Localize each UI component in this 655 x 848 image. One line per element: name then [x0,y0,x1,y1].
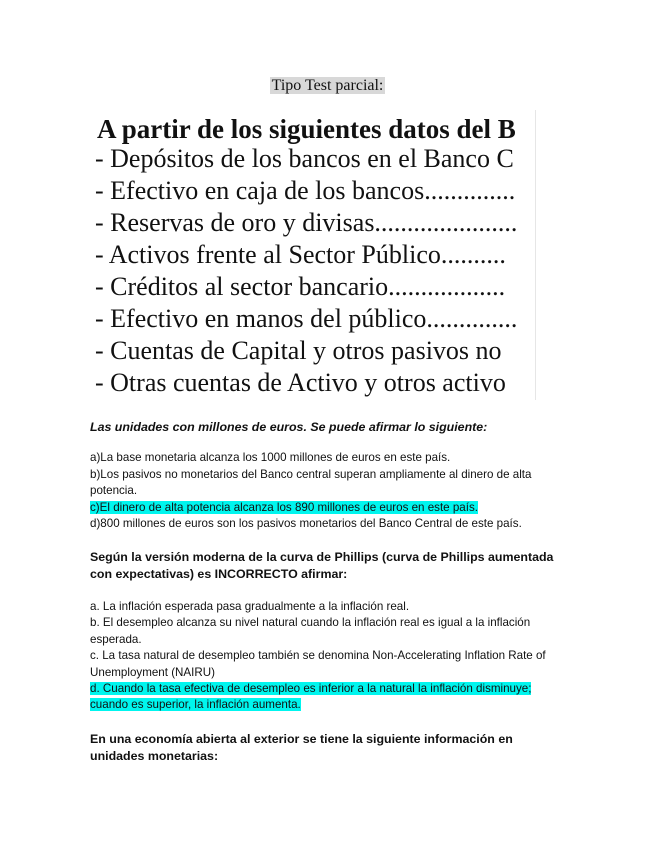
embedded-image-line: - Cuentas de Capital y otros pasivos no [95,336,502,365]
embedded-image-line: - Efectivo en manos del público.............. [95,304,518,333]
question-1-option-a: a)La base monetaria alcanza los 1000 millones de euros en este país. [90,451,451,465]
embedded-image-line: - Efectivo en caja de los bancos.............. [95,176,516,205]
embedded-image-title: A partir de los siguientes datos del B [97,114,516,144]
document-heading [0,76,655,96]
question-2 [90,549,568,714]
question-3-stem: En una economía abierta al exterior se tiene la siguiente información en unidades monetarias: [90,732,513,763]
question-2-option-c: c. La tasa natural de desempleo también se denomina Non-Accelerating Inflation Rate of Unemployment (NAIRU) [90,649,546,679]
question-1-intro: Las unidades con millones de euros. Se puede afirmar lo siguiente: [90,420,488,434]
question-2-option-b: b. El desempleo alcanza su nivel natural cuando la inflación real es igual a la inflación esperada. [90,616,531,646]
embedded-image-line: - Activos frente al Sector Público.......... [95,240,506,269]
question-1-option-c-highlighted: c)El dinero de alta potencia alcanza los 890 millones de euros en este país. [90,500,478,514]
question-2-option-d-highlighted: d. Cuando la tasa efectiva de desempleo es inferior a la natural la inflación disminuye; cuando es superior, la inflación aumenta. [90,682,532,712]
question-2-stem: Según la versión moderna de la curva de Phillips (curva de Phillips aumentada con expectativas) es INCORRECTO afirmar: [90,550,554,581]
question-1-option-d: d)800 millones de euros son los pasivos monetarios del Banco Central de este país. [90,517,522,531]
embedded-image-line: - Depósitos de los bancos en el Banco C [95,144,514,173]
embedded-image-line: - Otras cuentas de Activo y otros activo [95,368,506,397]
question-2-option-a: a. La inflación esperada pasa gradualmente a la inflación real. [90,600,410,613]
embedded-image-line: - Créditos al sector bancario.................. [95,272,506,301]
embedded-image-line: - Reservas de oro y divisas...................... [95,208,518,237]
question-3 [90,731,568,765]
embedded-data-image [90,110,536,400]
document-heading-text: Tipo Test parcial: [271,77,384,94]
question-1 [90,419,568,532]
question-1-option-b: b)Los pasivos no monetarios del Banco central superan ampliamente al dinero de alta potencia. [90,467,532,498]
